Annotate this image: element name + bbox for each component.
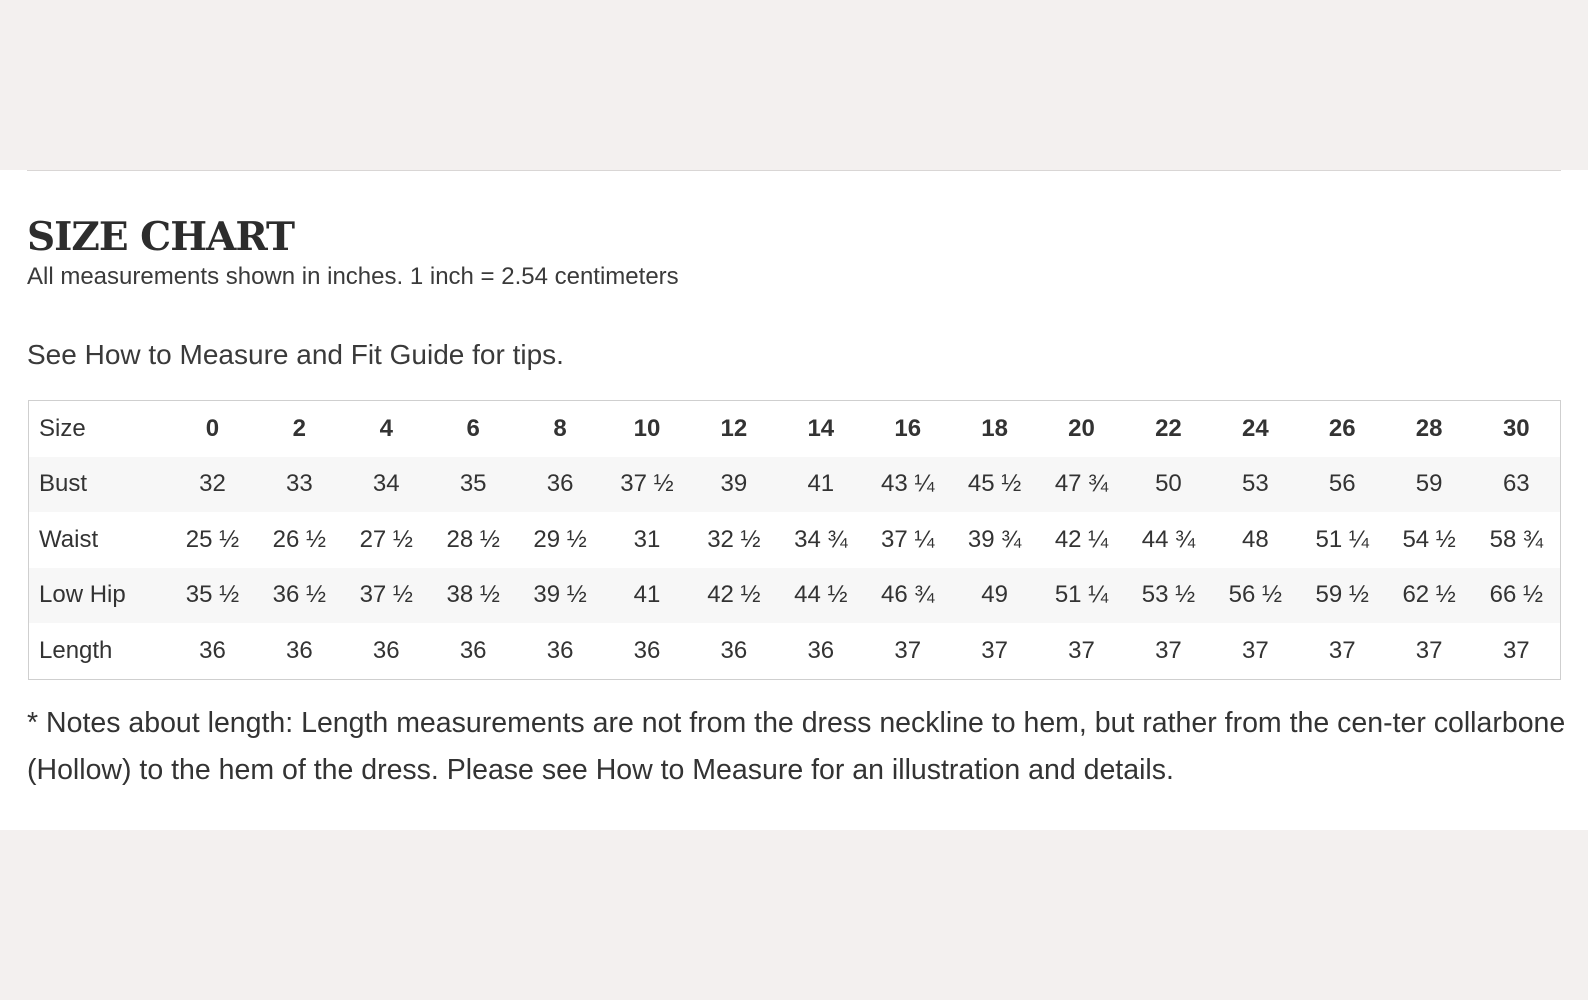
- size-header-cell: 14: [807, 414, 835, 442]
- table-row: [29, 457, 1561, 513]
- table-cell: 37: [1068, 636, 1095, 664]
- page-title: SIZE CHART: [27, 214, 295, 260]
- table-cell: 36: [372, 636, 400, 664]
- table-cell: 56 ½: [1228, 581, 1283, 609]
- size-header-cell: 26: [1328, 414, 1356, 442]
- table-cell: 32: [199, 470, 226, 498]
- row-label: Waist: [39, 525, 99, 553]
- table-cell: 37: [894, 636, 922, 664]
- table-cell: 44 ¾: [1141, 525, 1196, 553]
- table-cell: 46 ¾: [881, 581, 935, 609]
- table-cell: 58 ¾: [1489, 525, 1543, 553]
- table-cell: 36 ½: [272, 581, 327, 609]
- table-cell: 34 ¾: [794, 525, 848, 553]
- size-header-cell: 22: [1155, 414, 1182, 442]
- size-header-cell: 16: [894, 414, 922, 442]
- table-cell: 37: [1241, 636, 1269, 664]
- table-cell: 37 ½: [620, 470, 674, 498]
- row-label: Low Hip: [39, 581, 126, 609]
- table-cell: 62 ½: [1402, 581, 1456, 609]
- size-table: [28, 400, 1561, 680]
- table-cell: 53: [1241, 470, 1269, 498]
- table-row: [29, 623, 1561, 679]
- table-cell: 37: [1415, 636, 1443, 664]
- size-header-cell: 28: [1415, 414, 1443, 442]
- table-cell: 36: [286, 636, 313, 664]
- table-cell: 29 ½: [533, 525, 587, 553]
- table-cell: 37: [1502, 636, 1530, 664]
- table-cell: 54 ½: [1402, 525, 1456, 553]
- table-cell: 37 ¼: [881, 525, 935, 553]
- table-cell: 35: [459, 470, 487, 498]
- table-cell: 50: [1155, 470, 1182, 498]
- table-cell: 45 ½: [967, 470, 1022, 498]
- table-cell: 36: [720, 636, 748, 664]
- table-row: [29, 512, 1561, 568]
- table-cell: 66 ½: [1489, 581, 1543, 609]
- table-cell: 36: [546, 636, 574, 664]
- size-header-cell: 10: [633, 414, 661, 442]
- table-cell: 25 ½: [185, 525, 240, 553]
- size-header-cell: 24: [1241, 414, 1269, 442]
- table-cell: 51 ¼: [1054, 581, 1109, 609]
- table-cell: 41: [807, 470, 835, 498]
- table-cell: 36: [199, 636, 226, 664]
- table-cell: 37: [1155, 636, 1182, 664]
- table-cell: 42 ¼: [1054, 525, 1109, 553]
- table-header-row: [29, 401, 1561, 457]
- table-cell: 44 ½: [794, 581, 848, 609]
- table-cell: 31: [633, 525, 661, 553]
- size-header-cell: 8: [553, 414, 567, 442]
- length-note: * Notes about length: Length measurements are not from the dress neckline to hem, but rather from the cen-ter collarbone (Hollow) to the hem of the dress. Please see How to Measure for an illustration and details.: [27, 707, 1566, 786]
- table-cell: 39 ½: [533, 581, 587, 609]
- table-cell: 32 ½: [707, 525, 761, 553]
- table-cell: 33: [286, 470, 313, 498]
- table-cell: 42 ½: [707, 581, 761, 609]
- row-label: Bust: [39, 470, 88, 498]
- table-cell: 53 ½: [1141, 581, 1196, 609]
- fit-guide-tip: See How to Measure and Fit Guide for tips.: [27, 339, 564, 370]
- table-cell: 39: [720, 470, 748, 498]
- size-header-cell: 2: [292, 414, 307, 442]
- table-cell: 37 ½: [359, 581, 413, 609]
- table-cell: 36: [807, 636, 835, 664]
- table-cell: 41: [633, 581, 661, 609]
- table-cell: 59: [1415, 470, 1443, 498]
- table-cell: 43 ¼: [881, 470, 935, 498]
- table-cell: 59 ½: [1315, 581, 1369, 609]
- table-cell: 26 ½: [272, 525, 327, 553]
- table-cell: 36: [546, 470, 574, 498]
- table-cell: 36: [633, 636, 661, 664]
- table-cell: 39 ¾: [967, 525, 1022, 553]
- table-cell: 51 ¼: [1315, 525, 1369, 553]
- size-chart-panel: [0, 170, 1588, 830]
- table-cell: 34: [372, 470, 400, 498]
- table-cell: 27 ½: [359, 525, 413, 553]
- size-header-cell: 30: [1502, 414, 1530, 442]
- size-header-cell: 0: [205, 414, 220, 442]
- table-cell: 35 ½: [185, 581, 240, 609]
- size-header-cell: 18: [981, 414, 1008, 442]
- table-cell: 49: [981, 581, 1008, 609]
- header-label-size: Size: [39, 414, 86, 442]
- table-cell: 37: [1328, 636, 1356, 664]
- table-cell: 47 ¾: [1054, 470, 1109, 498]
- measurement-units-note: All measurements shown in inches. 1 inch = 2.54 centimeters: [27, 263, 679, 290]
- row-label: Length: [39, 636, 113, 664]
- size-header-cell: 6: [466, 414, 480, 442]
- table-cell: 38 ½: [446, 581, 500, 609]
- table-cell: 36: [459, 636, 487, 664]
- table-cell: 63: [1502, 470, 1530, 498]
- table-cell: 56: [1328, 470, 1356, 498]
- table-cell: 28 ½: [446, 525, 500, 553]
- size-header-cell: 20: [1068, 414, 1095, 442]
- size-header-cell: 12: [720, 414, 748, 442]
- top-divider: [27, 170, 1561, 171]
- table-cell: 37: [981, 636, 1008, 664]
- table-row: [29, 568, 1561, 624]
- table-cell: 48: [1241, 525, 1269, 553]
- size-header-cell: 4: [379, 414, 393, 442]
